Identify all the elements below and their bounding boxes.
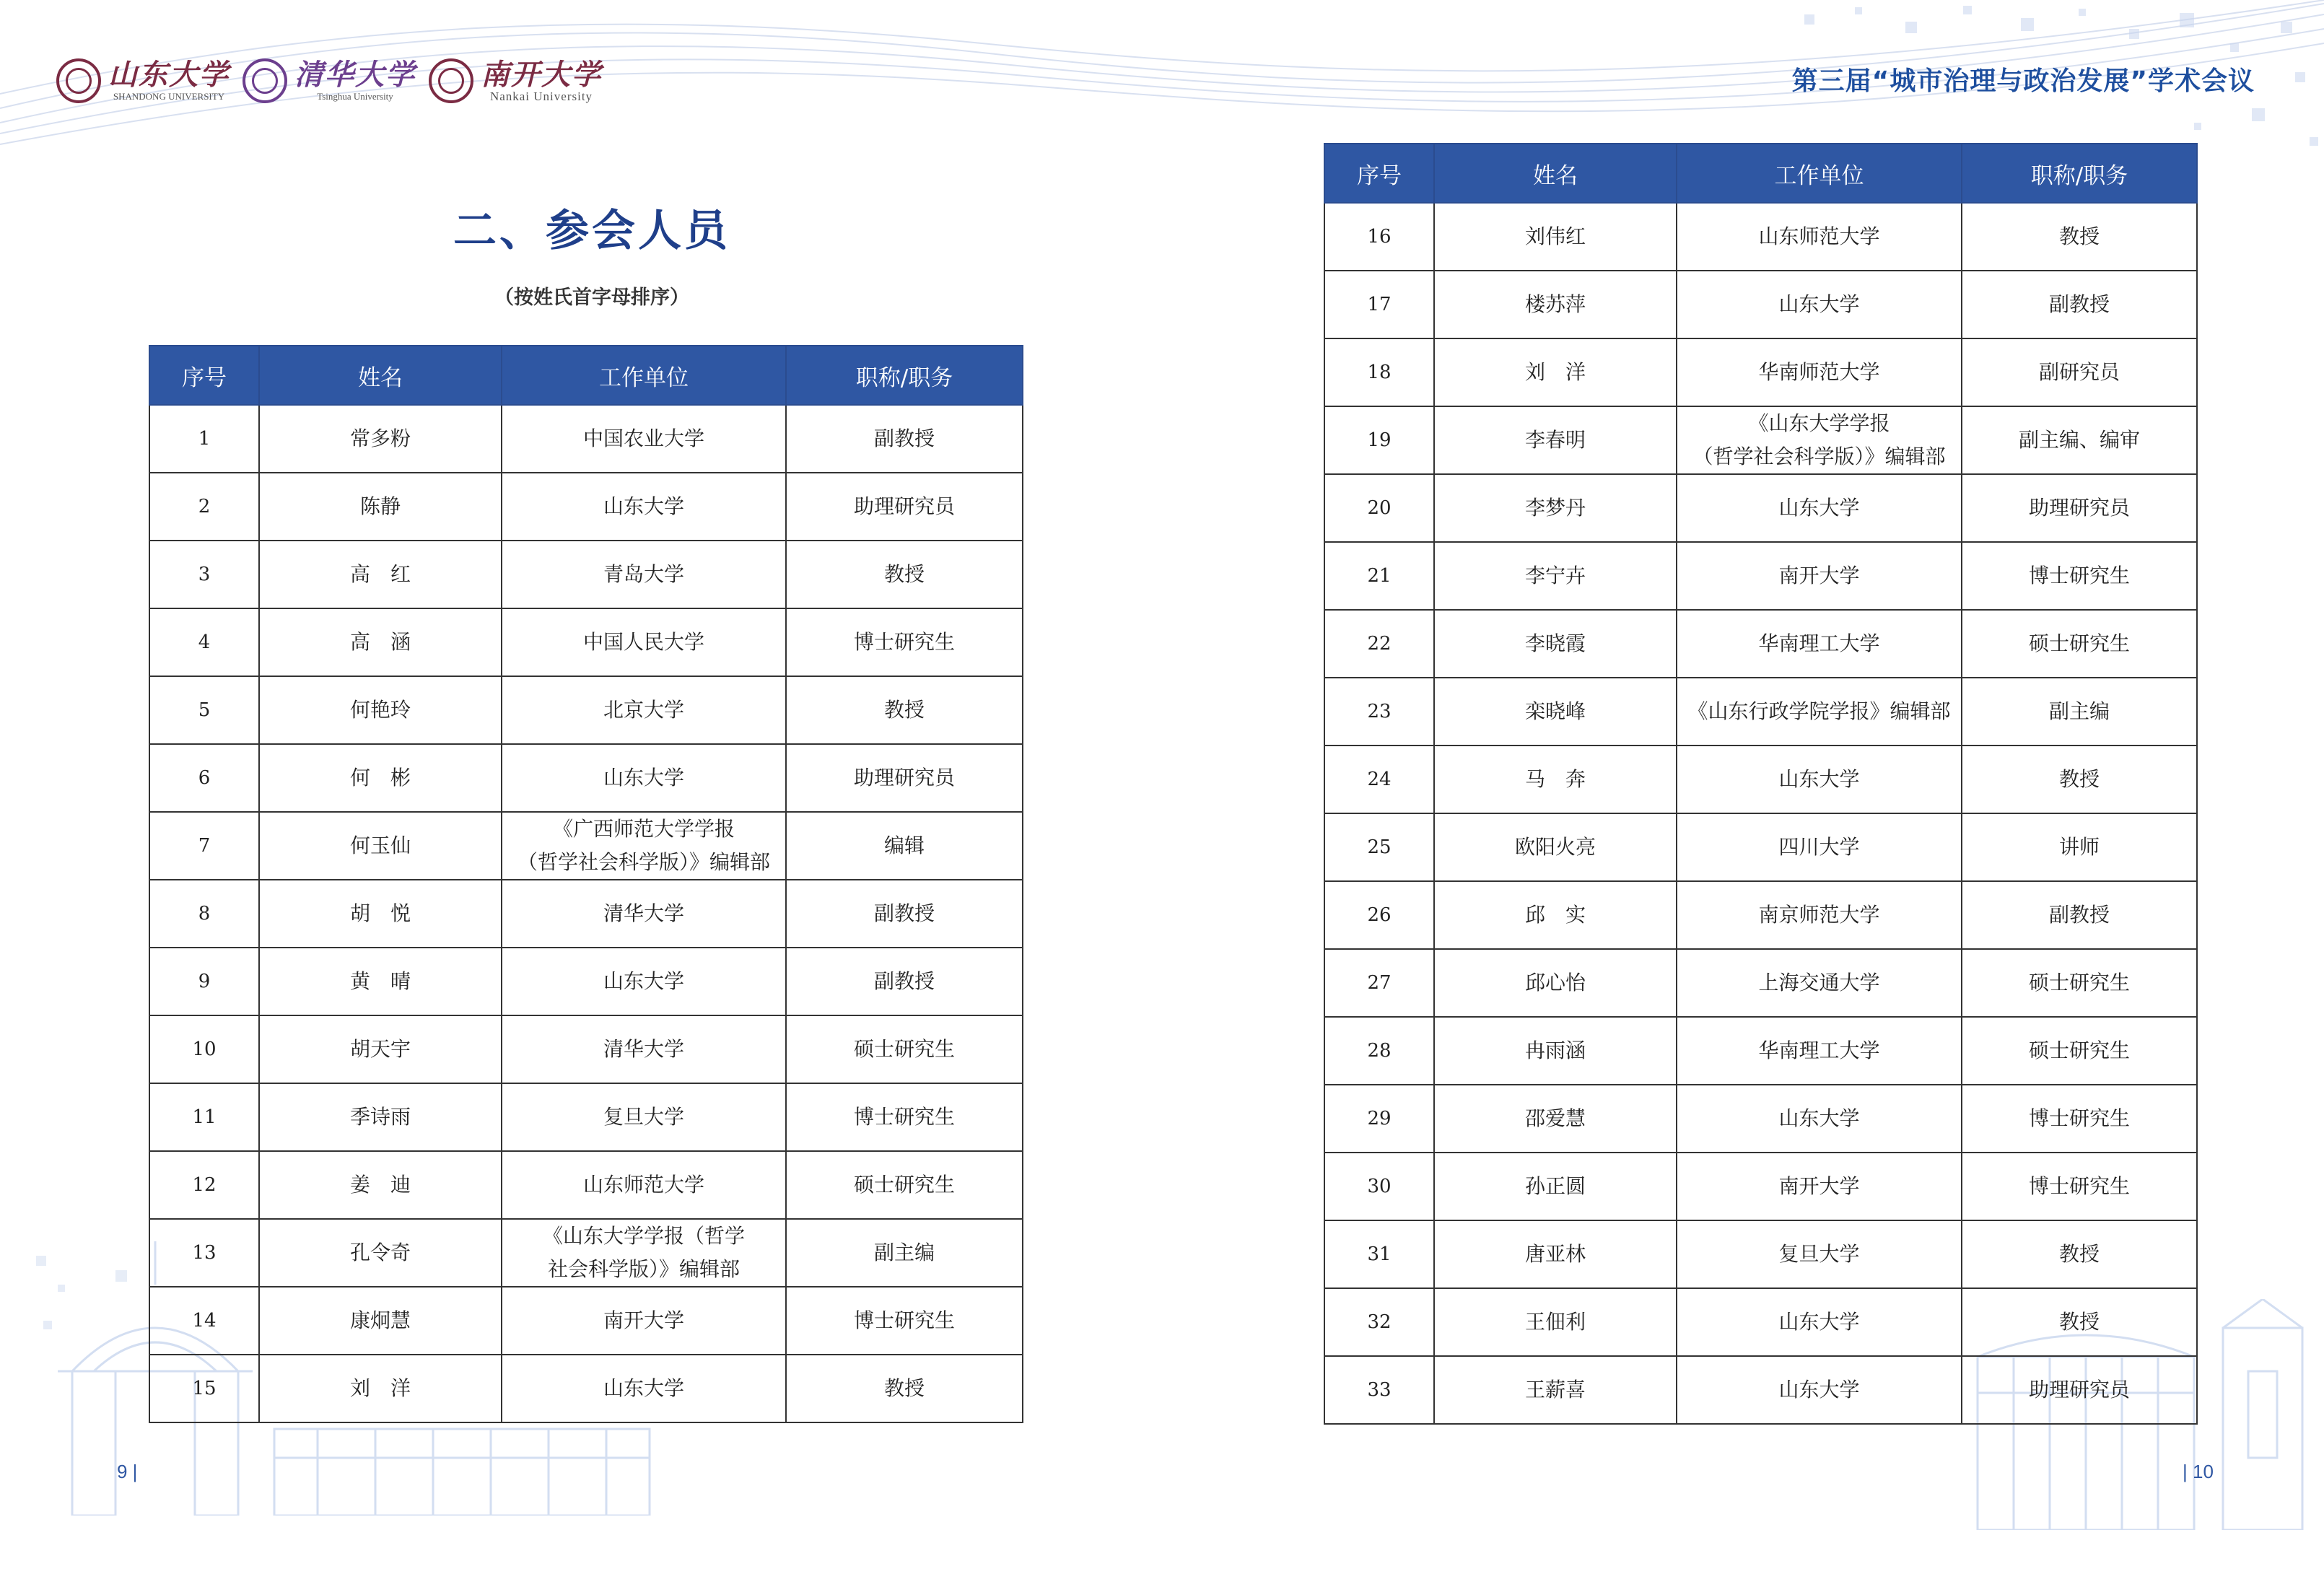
table-row bbox=[149, 1083, 1023, 1151]
row-no: 17 bbox=[1324, 271, 1434, 338]
row-title: 博士研究生 bbox=[786, 1083, 1023, 1151]
row-org: 清华大学 bbox=[502, 1015, 786, 1083]
row-no: 2 bbox=[149, 473, 259, 541]
row-org: 南开大学 bbox=[1677, 1153, 1962, 1220]
section-title: 二、参会人员 bbox=[453, 206, 730, 256]
row-org-line1: 《山东大学学报（哲学 bbox=[542, 1224, 745, 1248]
row-no: 13 bbox=[149, 1219, 259, 1287]
row-org: 山东大学 bbox=[1677, 1085, 1962, 1153]
row-name: 康炯慧 bbox=[259, 1287, 502, 1355]
row-title: 副教授 bbox=[786, 948, 1023, 1015]
header-title: 职称/职务 bbox=[1962, 144, 2197, 203]
row-no: 31 bbox=[1324, 1220, 1434, 1288]
table-row bbox=[1324, 746, 2197, 813]
conference-title: 第三届“城市治理与政治发展”学术会议 bbox=[1791, 66, 2255, 96]
table-row bbox=[1324, 1153, 2197, 1220]
header-title: 职称/职务 bbox=[786, 346, 1023, 405]
row-org: 山东大学 bbox=[1677, 746, 1962, 813]
row-no: 3 bbox=[149, 541, 259, 608]
row-name: 刘伟红 bbox=[1434, 203, 1677, 271]
row-org: 华南师范大学 bbox=[1677, 338, 1962, 406]
table-row bbox=[1324, 813, 2197, 881]
row-no: 7 bbox=[149, 812, 259, 880]
row-title: 博士研究生 bbox=[786, 608, 1023, 676]
row-no: 22 bbox=[1324, 610, 1434, 678]
row-no: 9 bbox=[149, 948, 259, 1015]
row-no: 29 bbox=[1324, 1085, 1434, 1153]
table-header-row bbox=[1324, 144, 2197, 203]
row-no: 11 bbox=[149, 1083, 259, 1151]
row-org-line2: 社会科学版）》编辑部 bbox=[547, 1257, 740, 1281]
row-org: 中国农业大学 bbox=[502, 405, 786, 473]
row-no: 32 bbox=[1324, 1288, 1434, 1356]
tsinghua-logo bbox=[243, 58, 416, 103]
table-row bbox=[1324, 542, 2197, 610]
row-title: 教授 bbox=[1962, 203, 2197, 271]
table-row bbox=[1324, 1288, 2197, 1356]
table-row bbox=[1324, 203, 2197, 271]
row-title: 教授 bbox=[1962, 1220, 2197, 1288]
row-title: 教授 bbox=[786, 676, 1023, 744]
row-title: 博士研究生 bbox=[1962, 542, 2197, 610]
header-name: 姓名 bbox=[1434, 144, 1677, 203]
row-name: 邱 实 bbox=[1434, 881, 1677, 949]
row-name: 李宁卉 bbox=[1434, 542, 1677, 610]
table-row bbox=[1324, 881, 2197, 949]
section-subtitle: （按姓氏首字母排序） bbox=[494, 287, 689, 309]
table-row bbox=[149, 948, 1023, 1015]
row-name: 栾晓峰 bbox=[1434, 678, 1677, 746]
row-org: 山东大学 bbox=[1677, 271, 1962, 338]
row-title: 硕士研究生 bbox=[786, 1015, 1023, 1083]
row-no: 19 bbox=[1324, 406, 1434, 474]
row-title: 副教授 bbox=[1962, 881, 2197, 949]
shandong-name-cn: 山东大学 bbox=[108, 58, 230, 92]
row-org: 中国人民大学 bbox=[502, 608, 786, 676]
table-row bbox=[149, 1287, 1023, 1355]
tsinghua-name-cn: 清华大学 bbox=[294, 58, 416, 92]
row-title: 助理研究员 bbox=[786, 744, 1023, 812]
table-row bbox=[1324, 610, 2197, 678]
row-title: 硕士研究生 bbox=[1962, 949, 2197, 1017]
row-org: 南开大学 bbox=[502, 1287, 786, 1355]
row-org: 山东大学 bbox=[502, 473, 786, 541]
row-name: 常多粉 bbox=[259, 405, 502, 473]
row-no: 24 bbox=[1324, 746, 1434, 813]
row-title: 助理研究员 bbox=[1962, 1356, 2197, 1424]
nankai-name-en: Nankai University bbox=[489, 89, 593, 103]
row-org: 复旦大学 bbox=[502, 1083, 786, 1151]
table-row bbox=[1324, 338, 2197, 406]
row-no: 6 bbox=[149, 744, 259, 812]
row-no: 1 bbox=[149, 405, 259, 473]
table-row bbox=[1324, 1220, 2197, 1288]
row-no: 14 bbox=[149, 1287, 259, 1355]
header-no: 序号 bbox=[1324, 144, 1434, 203]
nankai-seal-icon bbox=[429, 58, 473, 103]
row-no: 18 bbox=[1324, 338, 1434, 406]
row-title: 助理研究员 bbox=[786, 473, 1023, 541]
table-row bbox=[149, 541, 1023, 608]
table-row bbox=[1324, 949, 2197, 1017]
row-name: 孙正圆 bbox=[1434, 1153, 1677, 1220]
row-no: 8 bbox=[149, 880, 259, 948]
row-name: 邵爱慧 bbox=[1434, 1085, 1677, 1153]
table-row bbox=[149, 608, 1023, 676]
row-org: 南京师范大学 bbox=[1677, 881, 1962, 949]
row-name: 孔令奇 bbox=[259, 1219, 502, 1287]
table-header-row bbox=[149, 346, 1023, 405]
row-name: 李晓霞 bbox=[1434, 610, 1677, 678]
row-org-line1: 《山东大学学报 bbox=[1748, 411, 1890, 435]
table-row bbox=[149, 812, 1023, 880]
row-no: 27 bbox=[1324, 949, 1434, 1017]
row-title: 博士研究生 bbox=[1962, 1153, 2197, 1220]
table-row bbox=[149, 1015, 1023, 1083]
row-title: 博士研究生 bbox=[1962, 1085, 2197, 1153]
row-name: 季诗雨 bbox=[259, 1083, 502, 1151]
right-page-number: | 10 bbox=[2183, 1461, 2214, 1482]
row-no: 20 bbox=[1324, 474, 1434, 542]
row-name: 姜 迪 bbox=[259, 1151, 502, 1219]
attendee-table-right bbox=[1324, 143, 2198, 1425]
attendee-table-left bbox=[149, 345, 1023, 1423]
row-no: 10 bbox=[149, 1015, 259, 1083]
tsinghua-name-en: Tsinghua University bbox=[317, 91, 393, 102]
row-name: 王薪喜 bbox=[1434, 1356, 1677, 1424]
row-org bbox=[1677, 406, 1962, 474]
left-page-number: 9 | bbox=[117, 1461, 138, 1482]
table-row bbox=[1324, 678, 2197, 746]
row-title: 教授 bbox=[1962, 746, 2197, 813]
row-no: 21 bbox=[1324, 542, 1434, 610]
row-title: 硕士研究生 bbox=[1962, 1017, 2197, 1085]
header-org: 工作单位 bbox=[502, 346, 786, 405]
row-org: 华南理工大学 bbox=[1677, 1017, 1962, 1085]
row-name: 高 涵 bbox=[259, 608, 502, 676]
nankai-name-cn: 南开大学 bbox=[481, 58, 602, 92]
row-org-line1: 《广西师范大学学报 bbox=[552, 817, 735, 841]
row-org: 山东大学 bbox=[1677, 474, 1962, 542]
row-title: 教授 bbox=[1962, 1288, 2197, 1356]
row-org: 山东师范大学 bbox=[1677, 203, 1962, 271]
row-name: 胡 悦 bbox=[259, 880, 502, 948]
row-org: 山东大学 bbox=[502, 744, 786, 812]
table-row bbox=[1324, 1356, 2197, 1424]
row-no: 25 bbox=[1324, 813, 1434, 881]
row-org: 上海交通大学 bbox=[1677, 949, 1962, 1017]
row-org-line2: （哲学社会科学版）》编辑部 bbox=[517, 850, 770, 874]
table-row bbox=[149, 744, 1023, 812]
row-org: 《山东行政学院学报》编辑部 bbox=[1677, 678, 1962, 746]
row-org: 山东大学 bbox=[502, 1355, 786, 1422]
shandong-seal-icon bbox=[56, 58, 101, 103]
row-org: 华南理工大学 bbox=[1677, 610, 1962, 678]
row-title: 副主编、编审 bbox=[1962, 406, 2197, 474]
row-org: 山东大学 bbox=[1677, 1288, 1962, 1356]
university-logos bbox=[56, 52, 602, 110]
row-no: 23 bbox=[1324, 678, 1434, 746]
row-title: 教授 bbox=[786, 541, 1023, 608]
row-name: 何玉仙 bbox=[259, 812, 502, 880]
row-title: 硕士研究生 bbox=[1962, 610, 2197, 678]
row-name: 王佃利 bbox=[1434, 1288, 1677, 1356]
row-title: 副教授 bbox=[1962, 271, 2197, 338]
row-name: 高 红 bbox=[259, 541, 502, 608]
row-no: 28 bbox=[1324, 1017, 1434, 1085]
row-title: 助理研究员 bbox=[1962, 474, 2197, 542]
tsinghua-seal-icon bbox=[243, 58, 287, 103]
row-name: 胡天宇 bbox=[259, 1015, 502, 1083]
row-org bbox=[502, 812, 786, 880]
shandong-logo bbox=[56, 58, 230, 103]
table-row bbox=[149, 1151, 1023, 1219]
row-name: 邱心怡 bbox=[1434, 949, 1677, 1017]
row-name: 李春明 bbox=[1434, 406, 1677, 474]
row-title: 副研究员 bbox=[1962, 338, 2197, 406]
row-title: 副教授 bbox=[786, 880, 1023, 948]
row-org: 山东大学 bbox=[502, 948, 786, 1015]
row-org: 北京大学 bbox=[502, 676, 786, 744]
row-no: 12 bbox=[149, 1151, 259, 1219]
row-no: 4 bbox=[149, 608, 259, 676]
row-name: 欧阳火亮 bbox=[1434, 813, 1677, 881]
row-no: 30 bbox=[1324, 1153, 1434, 1220]
table-row bbox=[149, 473, 1023, 541]
row-name: 李梦丹 bbox=[1434, 474, 1677, 542]
row-name: 何艳玲 bbox=[259, 676, 502, 744]
row-title: 副主编 bbox=[786, 1219, 1023, 1287]
row-org bbox=[502, 1219, 786, 1287]
row-name: 刘 洋 bbox=[259, 1355, 502, 1422]
row-title: 副教授 bbox=[786, 405, 1023, 473]
table-row bbox=[1324, 1017, 2197, 1085]
table-row bbox=[149, 405, 1023, 473]
table-row bbox=[1324, 271, 2197, 338]
header-name: 姓名 bbox=[259, 346, 502, 405]
row-no: 33 bbox=[1324, 1356, 1434, 1424]
row-org: 山东大学 bbox=[1677, 1356, 1962, 1424]
table-row bbox=[149, 880, 1023, 948]
table-row bbox=[1324, 474, 2197, 542]
table-row bbox=[149, 1355, 1023, 1422]
header-no: 序号 bbox=[149, 346, 259, 405]
row-title: 副主编 bbox=[1962, 678, 2197, 746]
row-no: 15 bbox=[149, 1355, 259, 1422]
shandong-name-en: SHANDONG UNIVERSITY bbox=[113, 91, 225, 102]
table-row bbox=[1324, 1085, 2197, 1153]
row-org: 青岛大学 bbox=[502, 541, 786, 608]
row-name: 刘 洋 bbox=[1434, 338, 1677, 406]
row-org: 复旦大学 bbox=[1677, 1220, 1962, 1288]
row-org: 清华大学 bbox=[502, 880, 786, 948]
row-name: 陈静 bbox=[259, 473, 502, 541]
table-row bbox=[149, 676, 1023, 744]
table-row bbox=[149, 1219, 1023, 1287]
row-title: 硕士研究生 bbox=[786, 1151, 1023, 1219]
row-org: 四川大学 bbox=[1677, 813, 1962, 881]
row-no: 26 bbox=[1324, 881, 1434, 949]
row-name: 唐亚林 bbox=[1434, 1220, 1677, 1288]
row-no: 16 bbox=[1324, 203, 1434, 271]
row-title: 博士研究生 bbox=[786, 1287, 1023, 1355]
nankai-logo bbox=[429, 58, 602, 103]
row-org: 南开大学 bbox=[1677, 542, 1962, 610]
row-name: 楼苏萍 bbox=[1434, 271, 1677, 338]
row-name: 马 奔 bbox=[1434, 746, 1677, 813]
row-title: 编辑 bbox=[786, 812, 1023, 880]
row-org: 山东师范大学 bbox=[502, 1151, 786, 1219]
row-name: 何 彬 bbox=[259, 744, 502, 812]
table-row bbox=[1324, 406, 2197, 474]
row-name: 黄 晴 bbox=[259, 948, 502, 1015]
row-org-line2: （哲学社会科学版）》编辑部 bbox=[1692, 445, 1946, 468]
row-title: 教授 bbox=[786, 1355, 1023, 1422]
row-no: 5 bbox=[149, 676, 259, 744]
row-name: 冉雨涵 bbox=[1434, 1017, 1677, 1085]
row-title: 讲师 bbox=[1962, 813, 2197, 881]
header-org: 工作单位 bbox=[1677, 144, 1962, 203]
